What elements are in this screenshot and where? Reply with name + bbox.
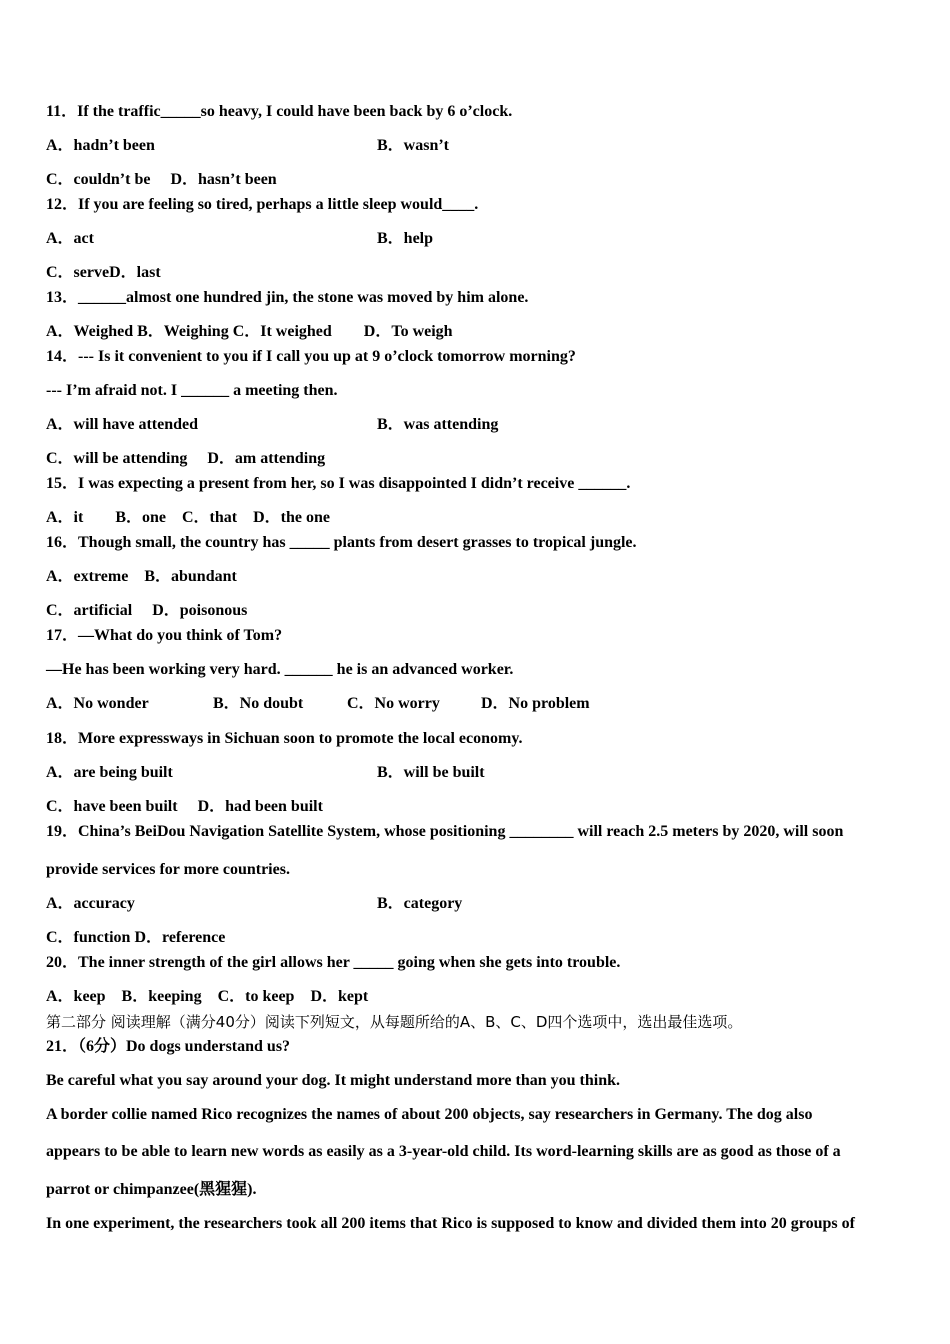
q21-paragraph-2-line-1: A border collie named Rico recognizes the names of about 200 objects, say researchers in Germany. The dog also	[46, 1106, 813, 1123]
q16-stem: 16．Though small, the country has _____ plants from desert grasses to tropical jungle.	[46, 534, 637, 551]
q17-option-c: C．No worry	[347, 695, 440, 712]
q20-options: A．keep B．keeping C．to keep D．kept	[46, 988, 369, 1005]
q17-option-b: B．No doubt	[213, 695, 304, 712]
q20-stem: 20．The inner strength of the girl allows her _____ going when she gets into trouble.	[46, 954, 621, 971]
q11-option-b: B．wasn’t	[377, 137, 450, 154]
q11-stem: 11．If the traffic_____so heavy, I could have been back by 6 o’clock.	[46, 103, 513, 120]
q16-option-cd: C．artificial D．poisonous	[46, 602, 248, 619]
q18-stem: 18．More expressways in Sichuan soon to promote the local economy.	[46, 730, 523, 747]
q18-option-a: A．are being built	[46, 764, 173, 781]
q19-option-a: A．accuracy	[46, 895, 135, 912]
q21-paragraph-2-line-3: parrot or chimpanzee(黑猩猩).	[46, 1181, 257, 1198]
q11-option-a: A．hadn’t been	[46, 137, 155, 154]
q14-stem: 14．--- Is it convenient to you if I call you up at 9 o’clock tomorrow morning?	[46, 348, 576, 365]
q19-option-cd: C．function D．reference	[46, 929, 226, 946]
q13-options: A．Weighed B．Weighing C．It weighed D．To weigh	[46, 323, 453, 340]
q21-paragraph-3-line-1: In one experiment, the researchers took all 200 items that Rico is supposed to know and divided them into 20 groups of	[46, 1215, 855, 1232]
q17-option-d: D．No problem	[481, 695, 590, 712]
q16-option-ab: A．extreme B．abundant	[46, 568, 237, 585]
q21-paragraph-2-line-2: appears to be able to learn new words as easily as a 3-year-old child. Its word-learning skills are as good as those of a	[46, 1143, 841, 1160]
q18-option-cd: C．have been built D．had been built	[46, 798, 323, 815]
q19-option-b: B．category	[377, 895, 463, 912]
q11-option-cd: C．couldn’t be D．hasn’t been	[46, 171, 277, 188]
q21-title: 21．（6分）Do dogs understand us?	[46, 1038, 291, 1055]
q13-stem: 13．______almost one hundred jin, the stone was moved by him alone.	[46, 289, 529, 306]
q14-option-b: B．was attending	[377, 416, 499, 433]
q12-option-b: B．help	[377, 230, 434, 247]
q19-stem: 19．China’s BeiDou Navigation Satellite System, whose positioning ________ will reach 2.5 meters by 2020, will soon	[46, 823, 844, 840]
q17-stem-reply: —He has been working very hard. ______ he is an advanced worker.	[46, 661, 514, 678]
section2-heading: 第二部分 阅读理解（满分40分）阅读下列短文，从每题所给的A、B、C、D四个选项中，选出最佳选项。	[46, 1013, 743, 1031]
q17-stem: 17．—What do you think of Tom?	[46, 627, 283, 644]
q18-option-b: B．will be built	[377, 764, 485, 781]
q15-options: A．it B．one C．that D．the one	[46, 509, 330, 526]
q14-option-cd: C．will be attending D．am attending	[46, 450, 326, 467]
q19-stem-cont: provide services for more countries.	[46, 861, 290, 878]
q21-paragraph-1: Be careful what you say around your dog. It might understand more than you think.	[46, 1072, 621, 1089]
q12-stem: 12．If you are feeling so tired, perhaps a little sleep would____.	[46, 196, 479, 213]
q14-stem-reply: --- I’m afraid not. I ______ a meeting then.	[46, 382, 338, 399]
q15-stem: 15．I was expecting a present from her, so I was disappointed I didn’t receive ______.	[46, 475, 631, 492]
q14-option-a: A．will have attended	[46, 416, 199, 433]
q12-option-cd: C．serveD．last	[46, 264, 161, 281]
q17-option-a: A．No wonder	[46, 695, 149, 712]
q12-option-a: A．act	[46, 230, 94, 247]
